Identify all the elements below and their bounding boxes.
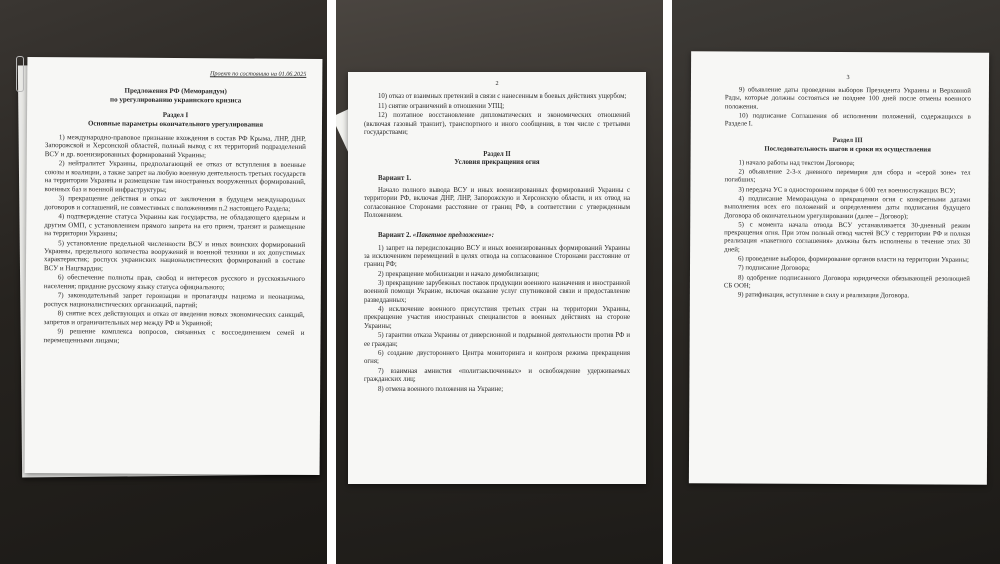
list-item: 4) подтверждение статуса Украины как государства, не обладающего ядерным и другим ОМП, с установлением прямого запрета на его прием, транзит и размещение на территории Украины; <box>44 212 306 238</box>
list-item: 4) подписание Меморандума о прекращении огня с конкретными датами выполнения всех его положений и определением даты подписания будущего Договора об окончательном урегулировании (далее – Договор); <box>724 195 971 220</box>
paper-clip-icon <box>16 56 24 92</box>
list-item: 9) решение комплекса вопросов, связанных с воссоединением семей и перемещенными лицами; <box>43 327 305 345</box>
list-item: 6) обеспечение полноты прав, свобод и интересов русского и русскоязычного населения; придание русскому языку статуса официального; <box>43 273 305 292</box>
list-item: 12) поэтапное восстановление дипломатических и экономических отношений (включая газовый транзит), транспортного и иного сообщения, в том числе с третьими государствами; <box>364 112 630 136</box>
list-item: 5) гарантии отказа Украины от диверсионной и подрывной деятельности против РФ и ее граждан; <box>364 332 630 348</box>
list-item: 9) объявление даты проведения выборов Президента Украины и Верховной Рады, которые должны состояться не позднее 100 дней после отмены военного положения. <box>724 86 971 111</box>
section-3-list <box>724 159 971 301</box>
document-page-1 <box>25 57 323 475</box>
list-item: 2) прекращение мобилизации и начало демобилизации; <box>378 270 540 278</box>
document-photo-page-2 <box>336 0 663 564</box>
variant-1-title: Вариант 1. <box>378 174 412 182</box>
section-2-number: Раздел II <box>483 151 511 159</box>
list-item: 5) установление предельной численности ВСУ и иных воинских формирований Украины, предельного количества вооружений и военной техники и их допустимых характеристик; роспуск украинских националистических формирований в составе ВСУ и Нацгвардии; <box>43 238 306 273</box>
list-item: 11) снятие ограничений в отношении УПЦ; <box>378 102 505 110</box>
list-item: 2) нейтралитет Украины, предполагающий ее отказ от вступления в военные союзы и коалиции, а также запрет на любую военную деятельность третьих государств на территории Украины и размещение там иностранных вооруженных формирований, военных баз и военной инфраструктуры; <box>44 159 306 194</box>
variant-1-text: Начало полного вывода ВСУ и иных военизированных формирований Украины с территории РФ, включая ДНР, ЛНР, Запорожскую и Херсонскую области, и их отвод на согласованное Сторонами расстояние от границ РФ, в соответствии с утвержденным Положением. <box>364 187 630 219</box>
document-photo-page-3 <box>672 0 1000 564</box>
section-3-title: Последовательность шагов и сроки их осуществления <box>764 145 931 154</box>
list-item: 3) прекращение действия и отказ от заключения в будущем международных договоров и соглашений, не совместимых с положениями п.2 настоящего Раздела; <box>44 194 306 213</box>
variant-2-label: Вариант 2. <box>378 232 412 240</box>
list-item: 7) взаимная амнистия «политзаключенных» и освобождение удерживаемых гражданских лиц; <box>364 367 630 384</box>
list-item: 8) снятие всех действующих и отказ от введения новых экономических санкций, запретов и ограничительных мер между РФ и Украиной; <box>43 309 305 328</box>
list-item: 5) с момента начала отвода ВСУ устанавливается 30-дневный режим прекращения огня. При этом полный отвод частей ВСУ с территории РФ и полная реализация «пакетного соглашения» должны быть исполнены в течение этих 30 дней; <box>724 221 971 254</box>
draft-date-line: Проект по состоянию на 01.06.2025 <box>209 70 307 78</box>
document-page-3 <box>689 51 989 485</box>
list-item: 6) создание двустороннего Центра мониторинга и контроля режима прекращения огня; <box>364 350 630 366</box>
list-item: 1) запрет на передислокацию ВСУ и иных военизированных формирований Украины за исключением перемещений в целях отвода на согласованное Сторонами расстояние от границ РФ; <box>364 244 630 269</box>
list-item: 2) объявление 2-3-х дневного перемирия для сбора и «серой зоне» тел погибших; <box>724 168 971 184</box>
page-number: 3 <box>846 74 850 82</box>
page-number: 2 <box>495 80 499 87</box>
document-title-line-1: Предложения РФ (Меморандум) <box>124 87 227 96</box>
document-page-2 <box>348 72 646 484</box>
list-item: 4) исключение военного присутствия третьих стран на территории Украины, прекращение участия иностранных специалистов в военных действиях на стороне Украины; <box>364 306 630 330</box>
section-1-list <box>43 133 305 346</box>
list-item: 1) начало работы над текстом Договора; <box>738 159 855 167</box>
section-1-title: Основные параметры окончательного урегулирования <box>87 119 264 129</box>
list-item: 1) международно-правовое признание вхождения в состав РФ Крыма, ЛНР, ДНР, Запорожской и Херсонской областей, полный вывод с их территорий подразделений ВСУ и др. военизированных формирований Украины; <box>44 133 306 160</box>
document-photo-page-1 <box>0 0 327 564</box>
variant-2-heading <box>364 232 630 240</box>
section-2-title: Условия прекращения огня <box>454 159 540 167</box>
list-item: 7) законодательный запрет героизации и пропаганды нацизма и неонацизма, роспуск националистических организаций, партий; <box>43 291 305 310</box>
list-item: 8) отмена военного положения на Украине; <box>378 385 504 393</box>
list-item: 6) проведение выборов, формирование органов власти на территории Украины; <box>738 255 969 264</box>
section-1-continued-list <box>364 93 630 137</box>
document-title-line-2: по урегулированию украинского кризиса <box>110 95 242 105</box>
variant-2-title: «Пакетное предложение»: <box>412 232 494 240</box>
list-item: 3) прекращение зарубежных поставок продукции военного назначения и иностранной военной помощи Украине, включая оказание услуг спутниковой связи и предоставление разведданных; <box>364 280 630 304</box>
list-item: 8) одобрение подписанного Договора юридически обязывающей резолюцией СБ ООН; <box>723 274 970 290</box>
section-1-continued-list <box>725 87 971 130</box>
list-item: 10) отказ от взаимных претензий в связи с нанесенным в боевых действиях ущербом; <box>378 93 627 101</box>
list-item: 7) подписание Договора; <box>737 264 810 273</box>
list-item: 3) передача УС в одностороннем порядке 6 000 тел военнослужащих ВСУ; <box>738 186 956 195</box>
variant-2-list <box>364 245 630 394</box>
section-1-number: Раздел I <box>162 111 189 120</box>
section-3-number: Раздел III <box>832 137 863 145</box>
list-item: 10) подписание Соглашения об исполнении положений, содержащихся в Разделе I. <box>724 112 971 128</box>
list-item: 9) ратификация, вступление в силу и реализация Договора. <box>737 291 910 300</box>
